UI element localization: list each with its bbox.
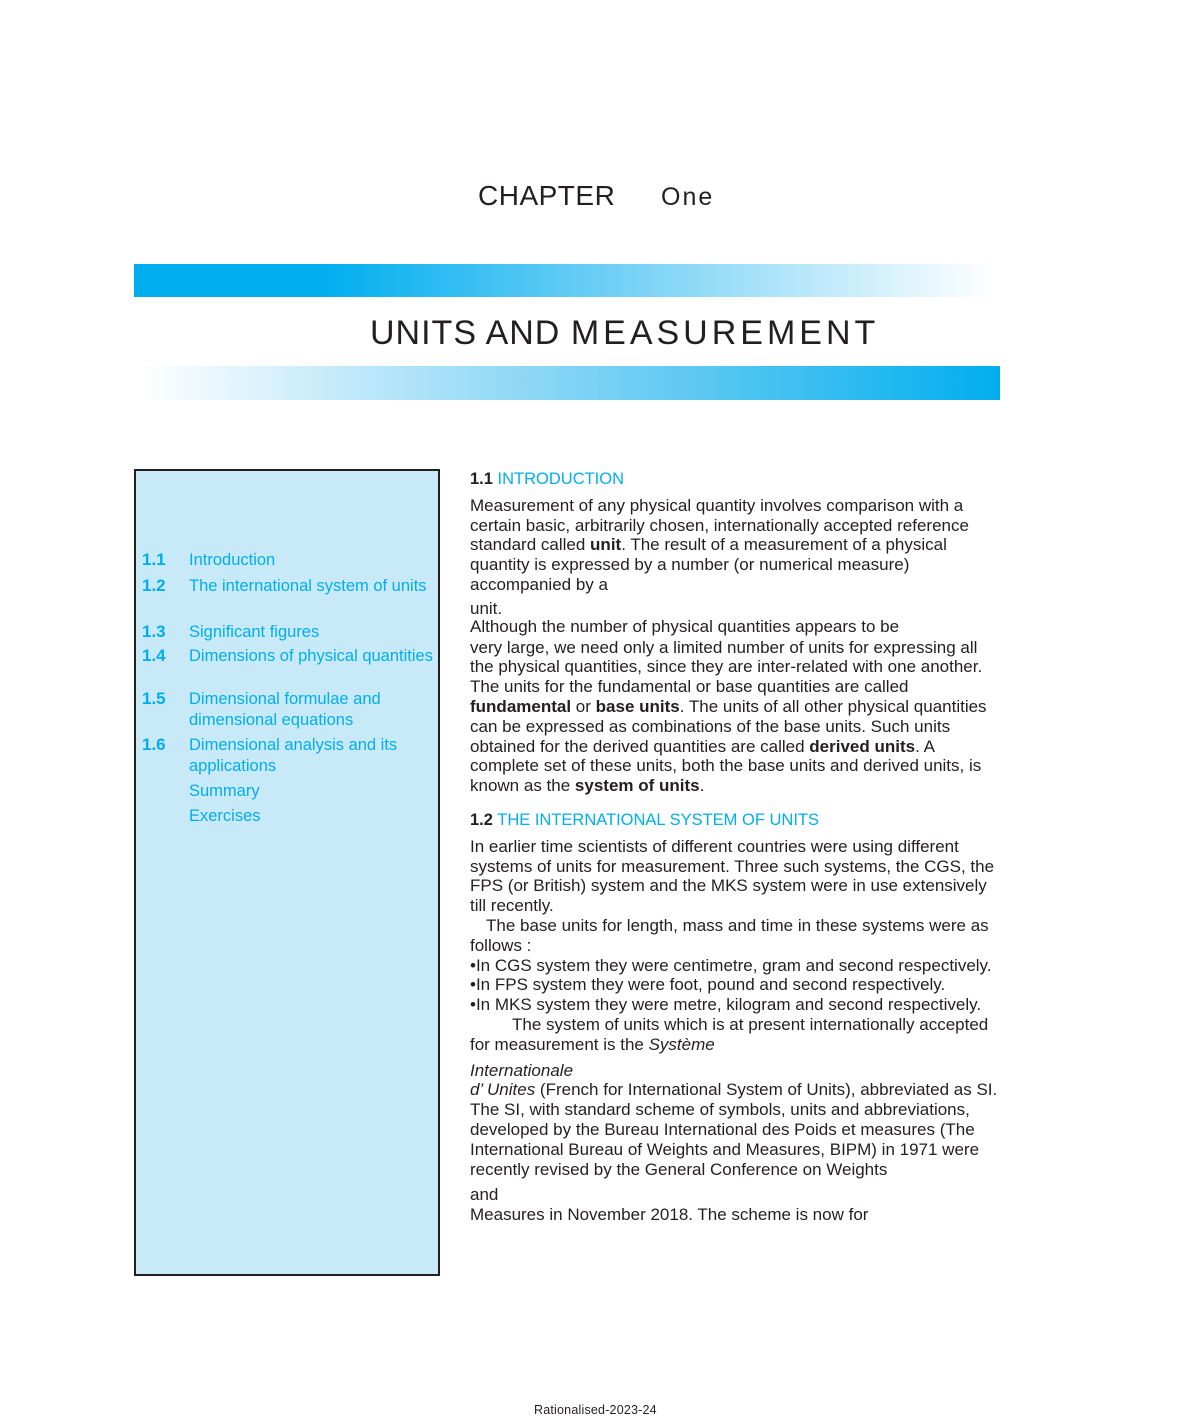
outline-item-number: 1.3 [142, 622, 166, 641]
paragraph [470, 1080, 1005, 1179]
paragraph: and [470, 1185, 499, 1205]
decorative-band-bottom [140, 366, 1000, 400]
outline-item-text: Summary [189, 782, 260, 800]
chapter-number: One [661, 183, 715, 211]
section-title: INTRODUCTION [497, 470, 625, 488]
term-fundamental: fundamental [470, 696, 572, 716]
text-run: very large, we need only a limited number of units for expressing all the physical quantities, since they are inter-related with one another. The units for the fundamental or base quantities are called [470, 637, 983, 697]
outline-item-number: 1.4 [142, 646, 166, 665]
section-title: THE INTERNATIONAL SYSTEM OF UNITS [497, 810, 820, 829]
outline-item-text: Significant figures [189, 623, 320, 641]
text-run: . A complete set of these units, both the base units and derived units, is known as the [470, 736, 982, 796]
term-unit: unit [590, 535, 622, 555]
bullet-item: •In CGS system they were centimetre, gram and second respectively. [470, 955, 992, 975]
text-run: . [699, 776, 705, 796]
outline-item-number: 1.1 [142, 550, 166, 569]
section-heading [470, 811, 1005, 831]
term-systeme: Système [648, 1034, 715, 1054]
text-run: or [575, 696, 591, 716]
outline-item-text: Exercises [189, 807, 261, 825]
paragraph: In earlier time scientists of different countries were using different systems of units for measurement. Three such systems, the CGS, the FPS (or British) system and the MKS system were in use extensively till recently. [470, 836, 995, 916]
outline-item-text: The international system of units [189, 577, 427, 595]
paragraph [470, 1061, 1005, 1081]
term-derived-units: derived units [809, 736, 916, 756]
outline-item-text: Introduction [189, 551, 276, 569]
text-run: The system of units which is at present internationally accepted for measurement is the [470, 1014, 989, 1054]
text-run: (French for International System of Units), abbreviated as SI. The SI, with standard scheme of symbols, units and abbreviations, developed by the Bureau International des Poids et measures (The International Bureau of Weights and Measures, BIPM) in 1971 were recently revised by the General Conference on Weights [470, 1080, 998, 1179]
main-text-column [470, 470, 1005, 1225]
paragraph [470, 496, 1005, 595]
outline-item-text: Dimensional analysis and its applications [189, 736, 398, 775]
paragraph: Although the number of physical quantities appears to be [470, 616, 900, 636]
paragraph: Measures in November 2018. The scheme is now for [470, 1205, 869, 1225]
paragraph: The base units for length, mass and time in these systems were as follows : [470, 915, 989, 955]
spacer [470, 796, 1005, 811]
paragraph [470, 638, 1005, 796]
outline-item-number: 1.2 [142, 576, 166, 595]
text-run: . The result of a measurement of a physical quantity is expressed by a number (or numerical measure) accompanied by a [470, 535, 947, 594]
outline-item-text: Dimensional formulae and dimensional equations [189, 690, 381, 729]
page-footer: Rationalised-2023-24 [534, 1403, 657, 1417]
outline-item-text: Dimensions of physical quantities [189, 647, 433, 665]
section-heading [470, 470, 1005, 490]
chapter-title-part2: MEASUREMENT [570, 314, 880, 352]
outline-item-number: 1.6 [142, 735, 166, 754]
chapter-title-part1: UNITS AND [370, 314, 561, 352]
section-number: 1.2 [470, 810, 493, 829]
text-run: Measurement of any physical quantity involves comparison with a certain basic, arbitrarily chosen, internationally accepted reference standard called [470, 495, 969, 555]
paragraph-tail: unit. [470, 598, 503, 618]
chapter-label: CHAPTER [478, 180, 616, 211]
term-system-of-units: system of units [574, 776, 700, 796]
term-internationale: Internationale [470, 1060, 574, 1080]
term-d-unites: d’ Unites [470, 1080, 536, 1100]
bullet-item: •In MKS system they were metre, kilogram and second respectively. [470, 995, 982, 1015]
chapter-outline-box [134, 469, 440, 1276]
paragraph [470, 1015, 1005, 1055]
bullet-item: •In FPS system they were foot, pound and second respectively. [470, 975, 946, 995]
text-run: . The units of all other physical quantities can be expressed as combinations of the base units. Such units obtained for the derived quantities are called [470, 696, 987, 756]
decorative-band-top [134, 264, 994, 297]
outline-item-number: 1.5 [142, 689, 166, 708]
chapter-title [370, 314, 879, 353]
term-base-units: base units [595, 696, 680, 716]
section-number: 1.1 [470, 470, 493, 488]
